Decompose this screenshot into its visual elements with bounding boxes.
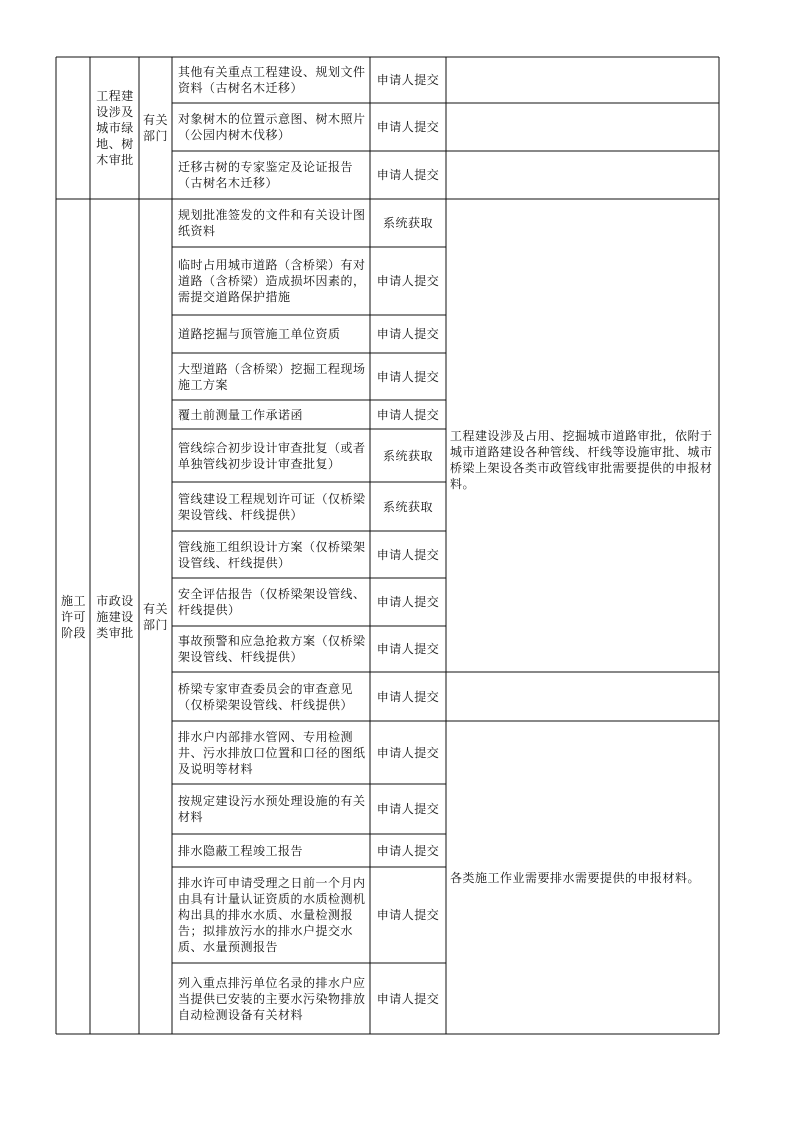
source-text: 申请人提交	[376, 73, 440, 87]
material-cell	[172, 721, 370, 784]
source-cell	[370, 834, 446, 867]
source-text: 申请人提交	[376, 843, 440, 858]
source-cell	[370, 867, 446, 963]
material-cell	[172, 199, 370, 247]
material-text: 大型道路（含桥梁）挖掘工程现场施工方案	[178, 361, 366, 392]
note-text: 工程建设涉及占用、挖掘城市道路审批，依附于城市道路建设各种管线、杆线等设施审批、城市桥梁上架设各类市政管线审批需要提供的申报材料。	[450, 429, 713, 491]
source-cell	[370, 103, 446, 151]
source-text: 系统获取	[382, 448, 433, 463]
source-text: 申请人提交	[376, 802, 440, 816]
source-cell	[370, 151, 446, 199]
department-cell	[140, 199, 171, 1034]
source-text: 系统获取	[382, 216, 433, 230]
material-cell	[172, 578, 370, 626]
source-cell	[370, 353, 446, 400]
material-text: 排水许可申请受理之日前一个月内由具有计量认证资质的水质检测机构出具的排水水质、水量检测报告；拟排放污水的排水户提交水质、水量预测报告	[178, 876, 366, 954]
material-text: 排水隐蔽工程竣工报告	[178, 843, 304, 858]
material-cell	[172, 834, 370, 867]
material-cell	[172, 151, 370, 199]
source-cell	[370, 963, 446, 1034]
material-cell	[172, 531, 370, 578]
material-cell	[172, 626, 370, 672]
source-text: 申请人提交	[376, 595, 440, 609]
material-text: 管线综合初步设计审查批复（或者单独管线初步设计审查批复）	[178, 440, 366, 471]
material-cell	[172, 672, 370, 721]
category-cell	[92, 199, 138, 1034]
material-cell	[172, 315, 370, 353]
material-text: 对象树木的位置示意图、树木照片（公园内树木伐移）	[178, 112, 366, 142]
source-cell	[370, 482, 446, 531]
material-text: 桥梁专家审查委员会的审查意见（仅桥梁架设管线、杆线提供）	[178, 681, 354, 712]
source-text: 申请人提交	[376, 642, 440, 656]
source-cell	[370, 400, 446, 429]
source-text: 申请人提交	[376, 689, 440, 704]
source-text: 申请人提交	[376, 327, 440, 341]
note-cell	[446, 199, 719, 721]
material-text: 临时占用城市道路（含桥梁）有对道路（含桥梁）造成损坏因素的，需提交道路保护措施	[178, 258, 366, 304]
source-cell	[370, 721, 446, 784]
note-cell	[446, 721, 719, 1034]
category-text: 市政设施建设类审批	[96, 593, 134, 640]
source-text: 申请人提交	[376, 908, 440, 922]
material-cell	[172, 963, 370, 1034]
material-cell	[172, 867, 370, 963]
material-cell	[172, 429, 370, 482]
department-cell	[140, 57, 171, 199]
stage-cell	[57, 199, 90, 1034]
source-cell	[370, 672, 446, 721]
source-text: 申请人提交	[376, 547, 440, 562]
material-text: 排水户内部排水管网、专用检测井、污水排放口位置和口径的图纸及说明等材料	[178, 729, 366, 776]
material-cell	[172, 400, 370, 429]
material-text: 列入重点排污单位名录的排水户应当提供已安装的主要水污染物排放自动检测设备有关材料	[178, 975, 366, 1022]
source-text: 申请人提交	[376, 745, 440, 760]
material-text: 其他有关重点工程建设、规划文件资料（古树名木迁移）	[178, 65, 366, 95]
source-cell	[370, 247, 446, 315]
note-text: 各类施工作业需要排水需要提供的申报材料。	[450, 870, 701, 885]
department-text: 有关部门	[143, 601, 169, 632]
stage-cell	[56, 57, 90, 199]
source-cell	[370, 199, 446, 247]
material-text: 安全评估报告（仅桥梁架设管线、杆线提供）	[178, 587, 366, 617]
material-text: 覆土前测量工作承诺函	[178, 407, 304, 422]
material-text: 规划批准签发的文件和有关设计图纸资料	[178, 208, 366, 238]
source-cell	[370, 315, 446, 353]
source-text: 申请人提交	[376, 274, 440, 288]
source-text: 申请人提交	[376, 369, 440, 384]
source-cell	[370, 578, 446, 626]
source-cell	[370, 57, 446, 103]
source-text: 申请人提交	[376, 120, 440, 134]
source-cell	[370, 784, 446, 834]
source-text: 申请人提交	[376, 991, 440, 1006]
material-text: 事故预警和应急抢救方案（仅桥梁架设管线、杆线提供）	[178, 634, 366, 664]
material-text: 道路挖掘与顶管施工单位资质	[178, 327, 341, 341]
source-text: 系统获取	[382, 499, 433, 514]
source-cell	[370, 626, 446, 672]
source-text: 申请人提交	[376, 407, 440, 422]
material-cell	[172, 247, 370, 315]
material-cell	[172, 784, 370, 834]
material-cell	[172, 482, 370, 531]
material-cell	[172, 57, 370, 103]
material-text: 管线施工组织设计方案（仅桥梁架设管线、杆线提供）	[178, 539, 366, 570]
material-text: 管线建设工程规划许可证（仅桥梁架设管线、杆线提供）	[178, 491, 366, 522]
source-text: 申请人提交	[376, 168, 440, 182]
material-text: 按规定建设污水预处理设施的有关材料	[178, 794, 366, 824]
material-cell	[172, 103, 370, 151]
stage-text: 施工许可阶段	[60, 593, 86, 640]
material-cell	[172, 353, 370, 400]
category-text: 工程建设涉及城市绿地、树木审批	[96, 89, 134, 167]
material-text: 迁移古树的专家鉴定及论证报告（古树名木迁移）	[178, 160, 354, 190]
source-cell	[370, 531, 446, 578]
department-text: 有关部门	[143, 113, 169, 143]
category-cell	[92, 57, 138, 199]
source-cell	[370, 429, 446, 482]
